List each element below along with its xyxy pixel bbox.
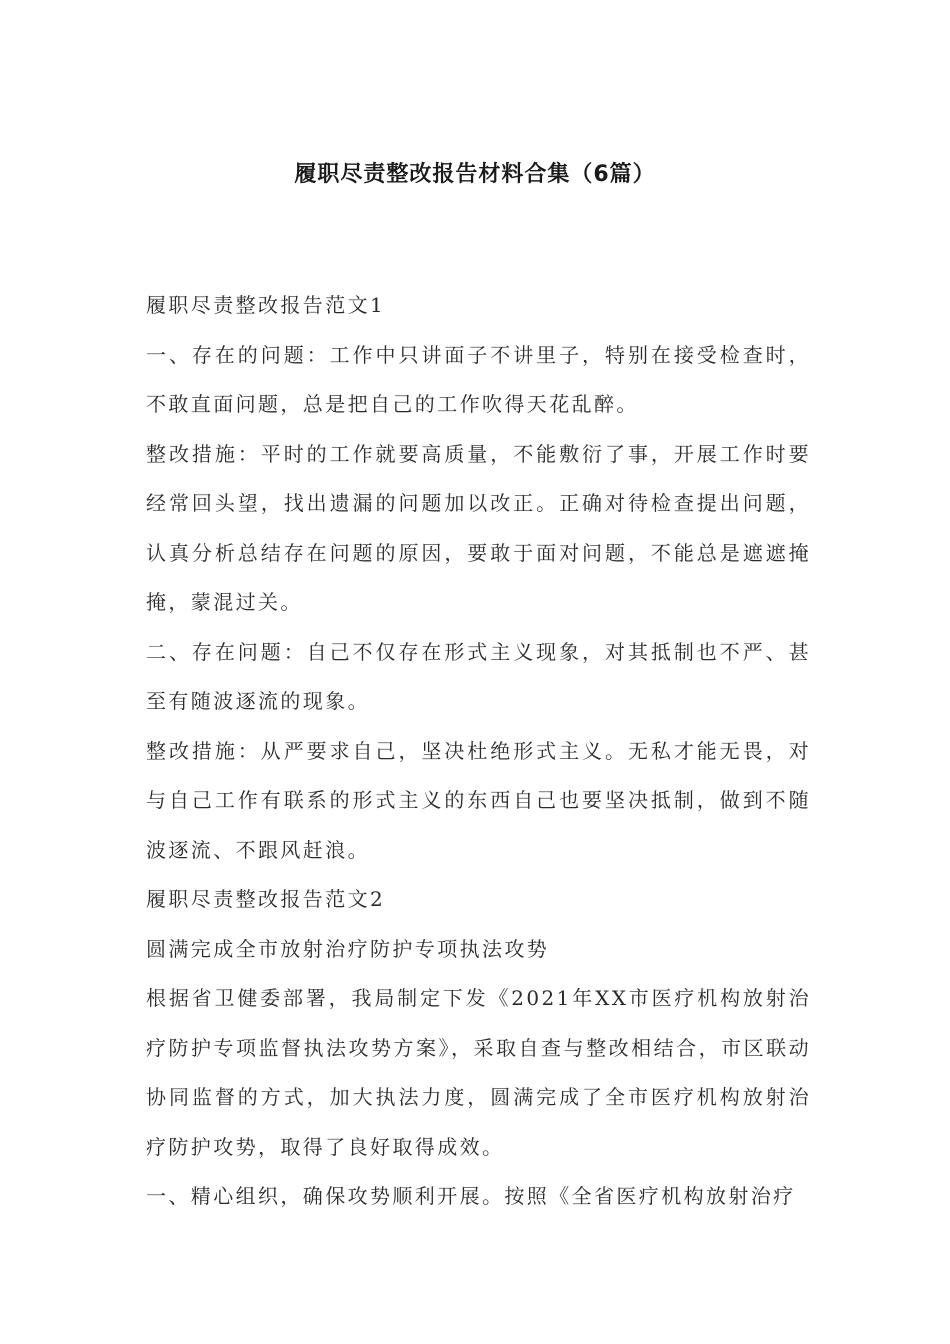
section-heading-1: 履职尽责整改报告范文1 <box>146 293 386 317</box>
body-paragraph: 根据省卫健委部署，我局制定下发《2021年XX市医疗机构放射治疗防护专项监督执法攻势方案》，采取自查与整改相结合，市区联动协同监督的方式，加大执法力度，圆满完成了全市医疗机构放射治疗防护攻势，取得了良好取得成效。 <box>146 986 811 1159</box>
measure-paragraph-1: 整改措施：平时的工作就要高质量，不能敷衍了事，开展工作时要经常回头望，找出遗漏的问题加以改正。正确对待检查提出问题，认真分析总结存在问题的原因，要敢于面对问题，不能总是遮遮掩掩，蒙混过关。 <box>146 441 811 614</box>
document-title: 履职尽责整改报告材料合集（6篇） <box>294 162 656 187</box>
problem-paragraph-2: 二、存在问题：自己不仅存在形式主义现象，对其抵制也不严、甚至有随波逐流的现象。 <box>146 639 811 713</box>
problem-paragraph-1: 一、存在的问题：工作中只讲面子不讲里子，特别在接受检查时，不敢直面问题，总是把自己的工作吹得天花乱醉。 <box>146 342 811 416</box>
document-body <box>146 281 811 1222</box>
body-paragraph: 一、精心组织，确保攻势顺利开展。按照《全省医疗机构放射治疗 <box>146 1184 796 1208</box>
subheading: 圆满完成全市放射治疗防护专项执法攻势 <box>146 936 550 961</box>
measure-paragraph-2: 整改措施：从严要求自己，坚决杜绝形式主义。无私才能无畏，对与自己工作有联系的形式主义的东西自己也要坚决抵制，做到不随波逐流、不跟风赶浪。 <box>146 738 811 862</box>
section-heading-2: 履职尽责整改报告范文2 <box>146 887 386 911</box>
